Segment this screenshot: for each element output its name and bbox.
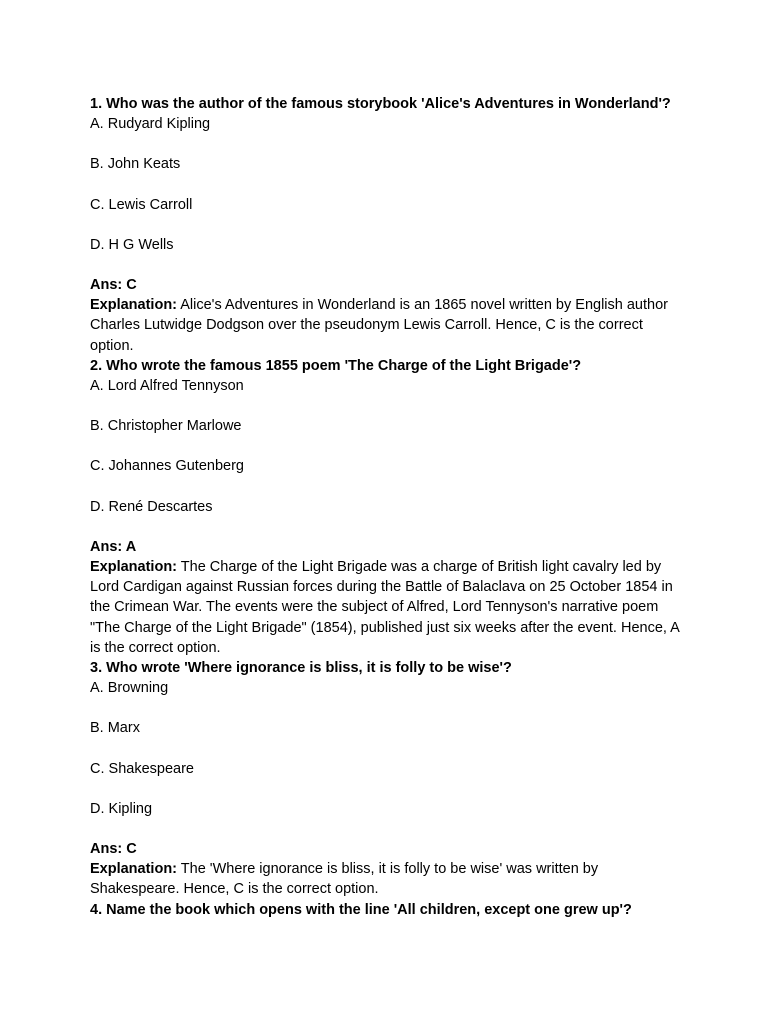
q1-explanation-label: Explanation: (90, 297, 178, 314)
q1-explanation (90, 295, 690, 356)
q3-answer: Ans: C (90, 841, 137, 858)
quiz-content (90, 94, 690, 920)
q3-explanation-label: Explanation: (90, 861, 178, 878)
q1-option-b: B. John Keats (90, 156, 181, 173)
q3-option-d: D. Kipling (90, 800, 153, 817)
q1-option-a: A. Rudyard Kipling (90, 116, 211, 133)
q3-explanation (90, 859, 690, 899)
q3-option-b: B. Marx (90, 720, 140, 737)
q1-answer: Ans: C (90, 277, 137, 294)
q3-explanation-text: The 'Where ignorance is bliss, it is folly to be wise' was written by Shakespeare. Hence, C is the correct option. (90, 861, 599, 898)
q1-option-c: C. Lewis Carroll (90, 196, 193, 213)
question-3: 3. Who wrote 'Where ignorance is bliss, it is folly to be wise'? (90, 660, 512, 677)
q3-option-c: C. Shakespeare (90, 760, 194, 777)
q1-explanation-text: Alice's Adventures in Wonderland is an 1865 novel written by English author Charles Lutwidge Dodgson over the pseudonym Lewis Carroll. Hence, C is the correct option. (90, 297, 668, 354)
question-4: 4. Name the book which opens with the line 'All children, except one grew up'? (90, 901, 632, 918)
q3-option-a: A. Browning (90, 680, 169, 697)
q2-explanation (90, 557, 690, 658)
q1-option-d: D. H G Wells (90, 236, 174, 253)
question-1: 1. Who was the author of the famous storybook 'Alice's Adventures in Wonderland'? (90, 96, 671, 112)
question-2: 2. Who wrote the famous 1855 poem 'The Charge of the Light Brigade'? (90, 357, 582, 374)
q2-explanation-label: Explanation: (90, 559, 178, 576)
q2-option-b: B. Christopher Marlowe (90, 418, 242, 435)
q2-explanation-text: The Charge of the Light Brigade was a charge of British light cavalry led by Lord Cardigan against Russian forces during the Battle of Balaclava on 25 October 1854 in the Crimean War. The events were the subject of Alfred, Lord Tennyson's narrative poem "The Charge of the Light Brigade" (1854), published just six weeks after the event. Hence, A is the correct option. (90, 559, 680, 656)
q2-option-c: C. Johannes Gutenberg (90, 458, 244, 475)
q2-option-a: A. Lord Alfred Tennyson (90, 378, 244, 395)
q2-answer: Ans: A (90, 538, 137, 555)
q2-option-d: D. René Descartes (90, 498, 213, 515)
